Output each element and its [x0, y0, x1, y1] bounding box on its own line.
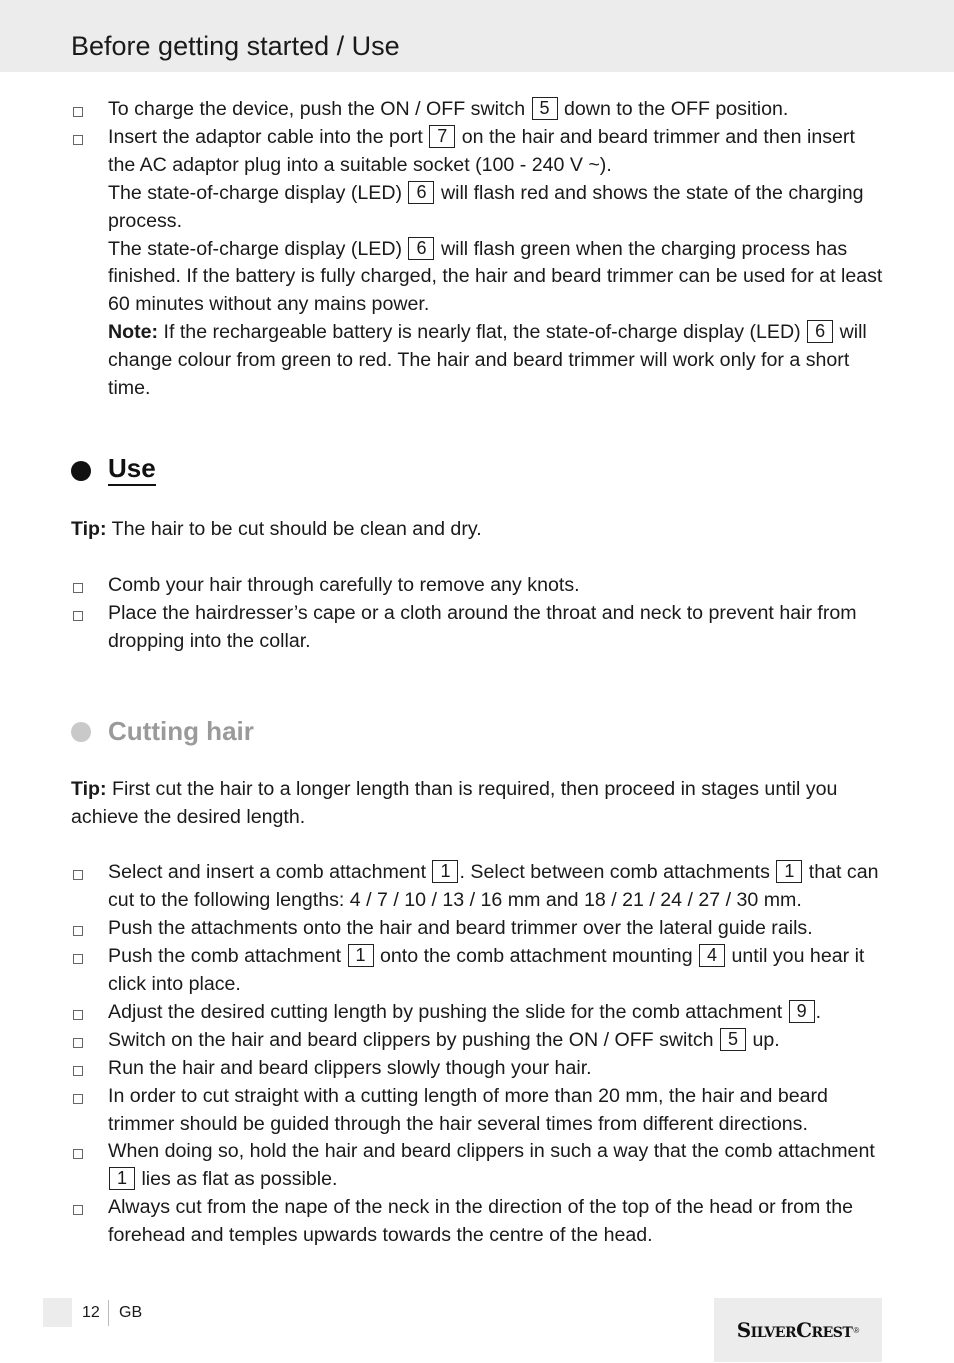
- tip-paragraph: Tip: The hair to be cut should be clean and dry.: [71, 517, 482, 540]
- checkbox-icon: [73, 870, 83, 880]
- bullet-dot-icon: [71, 461, 91, 481]
- page-title: Before getting started / Use: [71, 31, 400, 61]
- page-number: 12: [82, 1304, 100, 1321]
- tip-label: Tip:: [71, 517, 107, 540]
- part-ref: 1: [348, 944, 374, 967]
- checkbox-icon: [73, 1066, 83, 1076]
- list-item: Insert the adaptor cable into the port 7 on the hair and beard trimmer and then insert the AC adaptor plug into a suitable socket (100 - 240 V ~). The state-of-charge display (LED) 6 will flash red and shows the state of the charging process. The state-of-charge display (LED) 6 will flash green when the charging process has finished. If the battery is fully charged, the hair and beard trimmer can be used for at least 60 minutes without any mains power. Note: If the rechargeable battery is nearly flat, the state-of-charge display (LED) 6 will change colour from green to red. The hair and beard trimmer will work only for a short time.: [71, 124, 883, 403]
- checkbox-icon: [73, 611, 83, 621]
- list-item: Push the comb attachment 1 onto the comb attachment mounting 4 until you hear it click into place.: [71, 943, 883, 999]
- checkbox-icon: [73, 954, 83, 964]
- list-item: Select and insert a comb attachment 1 . Select between comb attachments 1 that can cut to the following lengths: 4 / 7 / 10 / 13 / 16 mm and 18 / 21 / 24 / 27 / 30 mm.: [71, 859, 883, 915]
- charging-list: [71, 96, 883, 403]
- part-ref: 9: [789, 1000, 815, 1023]
- checkbox-icon: [73, 583, 83, 593]
- checkbox-icon: [73, 926, 83, 936]
- checkbox-icon: [73, 1094, 83, 1104]
- list-item: Switch on the hair and beard clippers by pushing the ON / OFF switch 5 up.: [71, 1027, 883, 1055]
- footer-marker: [43, 1298, 72, 1327]
- brand-logo: [714, 1298, 882, 1362]
- checkbox-icon: [73, 107, 83, 117]
- checkbox-icon: [73, 1010, 83, 1020]
- list-item: Comb your hair through carefully to remove any knots.: [71, 572, 883, 600]
- list-item: Place the hairdresser’s cape or a cloth around the throat and neck to prevent hair from dropping into the collar.: [71, 600, 883, 656]
- part-ref: 1: [432, 860, 458, 883]
- part-ref: 5: [532, 97, 558, 120]
- checkbox-icon: [73, 1149, 83, 1159]
- note-label: Note:: [108, 321, 159, 344]
- part-ref: 4: [699, 944, 725, 967]
- part-ref: 6: [408, 237, 434, 260]
- part-ref: 1: [776, 860, 802, 883]
- checkbox-icon: [73, 135, 83, 145]
- list-item: Adjust the desired cutting length by pushing the slide for the comb attachment 9 .: [71, 999, 883, 1027]
- brand-registered-mark: ®: [853, 1325, 860, 1335]
- list-item: Push the attachments onto the hair and beard trimmer over the lateral guide rails.: [71, 915, 883, 943]
- tip-paragraph: Tip: First cut the hair to a longer length than is required, then proceed in stages until you achieve the desired length.: [71, 777, 838, 828]
- checkbox-icon: [73, 1038, 83, 1048]
- section-heading-use: Use: [71, 452, 883, 492]
- part-ref: 5: [720, 1028, 746, 1051]
- page-content: [71, 96, 883, 1250]
- tip-label: Tip:: [71, 777, 107, 800]
- list-item: When doing so, hold the hair and beard clippers in such a way that the comb attachment 1 lies as flat as possible.: [71, 1138, 883, 1194]
- use-list: [71, 572, 883, 656]
- cutting-list: [71, 859, 883, 1250]
- list-item: Run the hair and beard clippers slowly though your hair.: [71, 1055, 883, 1083]
- footer-divider: [108, 1300, 109, 1326]
- part-ref: 7: [429, 125, 455, 148]
- bullet-dot-icon: [71, 722, 91, 742]
- checkbox-icon: [73, 1205, 83, 1215]
- part-ref: 6: [807, 320, 833, 343]
- list-item: To charge the device, push the ON / OFF switch 5 down to the OFF position.: [71, 96, 883, 124]
- list-item: Always cut from the nape of the neck in the direction of the top of the head or from the forehead and temples upwards towards the centre of the head.: [71, 1194, 883, 1250]
- brand-name: SilverCrest: [736, 1318, 853, 1342]
- part-ref: 1: [109, 1167, 135, 1190]
- section-heading-cutting-hair: Cutting hair: [71, 713, 883, 753]
- list-item: In order to cut straight with a cutting length of more than 20 mm, the hair and beard trimmer should be guided through the hair several times from different directions.: [71, 1083, 883, 1139]
- part-ref: 6: [408, 181, 434, 204]
- language-code: GB: [119, 1304, 143, 1321]
